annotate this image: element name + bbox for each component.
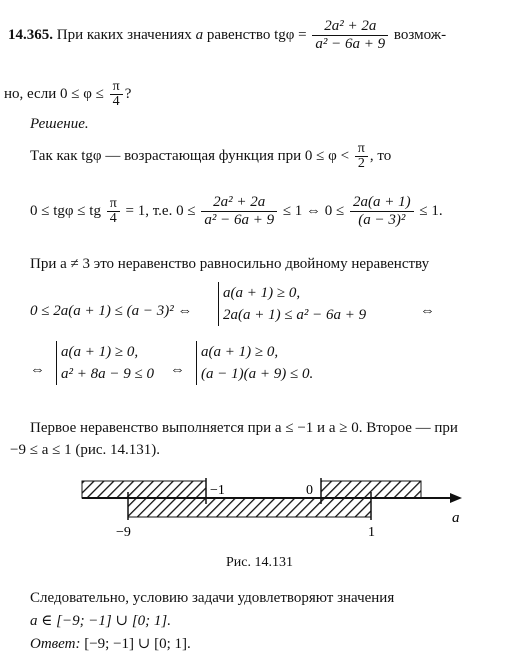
problem-frac-den: a² − 6a + 9 [315,36,386,52]
problem-tg-phi: tgφ = [274,26,307,43]
ineq1-part1: 0 ≤ tgφ ≤ tg [30,202,101,219]
conclusion-line1: Следовательно, условию задачи удовлетворяют значения [30,590,395,606]
system1-right: ⇔ [420,303,435,319]
para1-end: , то [369,147,392,164]
system2-mid: ⇔ [170,362,185,378]
system2b-row2: (a − 1)(a + 9) ≤ 0. [201,366,314,382]
axis-arrow [450,493,462,503]
problem-line2-start: но, если 0 ≤ φ ≤ [4,85,104,102]
ineq1-part2: = 1, т.е. 0 ≤ [125,202,196,219]
figure-caption: Рис. 14.131 [226,555,293,570]
para1-tg: tgφ [81,147,102,164]
system2a-row1: a(a + 1) ≥ 0, [61,344,139,360]
para3-line1: Первое неравенство выполняется при a ≤ −1 и a ≥ 0. Второе — при [30,420,458,436]
answer-line [30,634,191,653]
problem-line2-frac-den: 4 [112,94,120,109]
ineq1-f2-den: (a − 3)² [358,212,406,228]
problem-text-before: При каких значениях [56,26,192,43]
label-minus1: −1 [210,483,225,498]
ineq1-part4: ≤ 1. [419,202,443,219]
axis-var-label: a [452,510,460,526]
ineq1-f1-den: a² − 6a + 9 [204,212,275,228]
ineq1-four: 4 [109,211,117,226]
ineq1-f2-num: 2a(a + 1) [350,194,414,212]
system1-row1: a(a + 1) ≥ 0, [223,285,301,301]
answer-label: Ответ: [30,636,81,652]
ineq1-part3: ≤ 1 ⇔ 0 ≤ [282,202,345,219]
problem-text-mid: равенство [206,26,271,43]
label-minus9: −9 [116,525,131,540]
system2a-row2: a² + 8a − 9 ≤ 0 [61,366,154,382]
system2b-row1: a(a + 1) ≥ 0, [201,344,279,360]
para1-start: Так как [30,147,78,164]
problem-text-end: возмож- [393,26,447,43]
solution-label: Решение. [30,116,89,132]
problem-var-a: a [195,26,204,43]
system1-left: 0 ≤ 2a(a + 1) ≤ (a − 3)² ⇔ [30,303,193,319]
problem-line2-frac-num: π [110,80,123,95]
para1-rest: — возрастающая функция при 0 ≤ φ < [105,147,350,164]
problem-frac-num: 2a² + 2a [312,18,388,36]
system2-left: ⇔ [30,362,45,378]
system1-row2: 2a(a + 1) ≤ a² − 6a + 9 [223,307,367,323]
conclusion-line2: a ∈ [−9; −1] ∪ [0; 1]. [30,613,172,629]
problem-number: 14.365. [8,26,53,43]
problem-line2-end: ? [124,85,132,102]
label-0: 0 [306,483,313,498]
region-minus9-to-1 [128,498,371,517]
label-1: 1 [368,525,375,540]
para3-line2: −9 ≤ a ≤ 1 (рис. 14.131). [10,442,161,458]
ineq1-pi: π [107,197,120,212]
para1-two: 2 [357,156,365,171]
para2: При a ≠ 3 это неравенство равносильно двойному неравенству [30,256,430,272]
ineq1-f1-num: 2a² + 2a [201,194,277,212]
region-a-le-minus1 [82,481,206,498]
answer-value: [−9; −1] ∪ [0; 1]. [84,636,191,652]
para1-pi: π [355,142,368,157]
